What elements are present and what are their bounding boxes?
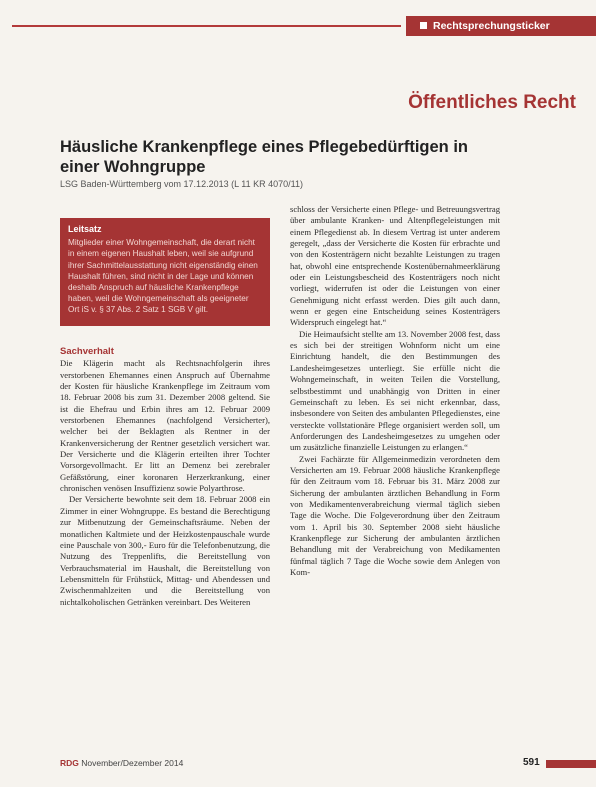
header-rule <box>12 25 401 27</box>
footer-bar <box>546 760 596 768</box>
issue-date: November/Dezember 2014 <box>81 758 184 768</box>
leitsatz-heading: Leitsatz <box>68 224 102 234</box>
left-column <box>60 346 270 608</box>
article-citation: LSG Baden-Württemberg vom 17.12.2013 (L 11 KR 4070/11) <box>60 179 303 189</box>
section-ticker-tag <box>406 16 596 36</box>
paragraph: Der Versicherte bewohnte seit dem 18. Februar 2008 ein Zimmer in einer Wohngruppe. Es bestand die Berechtigung zur Mitbenutzung der Gemeinschaftsräume. Neben der monatlichen Kaltmiete und der Heizkostenpauschale wurde eine Pauschale von 300,- Euro für die Telefonbenutzung, die Nutzung des Treppenlifts, die Bereitstellung von Verbrauchsmaterial im Haushalt, die Bereitstellung von Lebensmitteln für Frühstück, Mittag- und Abendessen und Zwischenmahlzeiten und die Bereitstellung von nichtalkoholischen Getränken vereinbart. Des Weiteren <box>60 494 270 607</box>
leitsatz-box <box>60 218 270 326</box>
page-number: 591 <box>523 757 540 768</box>
section-title: Öffentliches Recht <box>408 92 576 113</box>
page-footer <box>60 757 596 771</box>
paragraph: schloss der Versicherte einen Pflege- und Betreuungsvertrag über ambulante Kranken- und Altenpflegeleistungen mit einem Pflegedienst ab. In diesem Vertrag ist unter anderem geregelt, „dass der Versicherte die Kosten für erbrachte und von den Kostenträgern nicht bezahlte Leistungen zu tragen hat, obwohl eine entsprechende Kostenübernahmeerklärung oder ein Leistungsbescheid des Kostenträgers noch nicht vorliegt, widerrufen ist oder die Leistungen von einer Genehmigung nicht erfasst werden. Dies gilt auch dann, wenn er gegen eine Entscheidung seines Kostenträgers Widerspruch eingelegt hat.“ <box>290 204 500 328</box>
ticker-label: Rechtsprechungsticker <box>433 20 550 32</box>
paragraph: Zwei Fachärzte für Allgemeinmedizin verordneten dem Versicherten am 19. Februar 2008 häusliche Krankenpflege für den Zeitraum vom 18. Februar bis 31. März 2008 zur Sicherung der ambulanten ärztlichen Behandlung in Form von Medikamentenverabreichung viermal täglich sieben Tage die Woche. Die Folgeverordnung über den Zeitraum vom 1. April bis 30. September 2008 sieht häusliche Krankenpflege zur Sicherung der ambulanten ärztlichen Behandlung mit der Verabreichung von Medikamenten fünfmal täglich 7 Tage die Woche sowie dem Anlegen von Kom- <box>290 453 500 577</box>
sachverhalt-heading: Sachverhalt <box>60 346 114 357</box>
paragraph: Die Klägerin macht als Rechtsnachfolgerin ihres verstorbenen Ehemannes einen Anspruch auf Übernahme der Kosten für häusliche Krankenpflege im Zeitraum vom 18. Februar 2008 bis zum 31. Dezember 2008 geltend. Sie ist die Ehefrau und Erbin ihres am 12. Februar 2009 verstorbenen Ehemannes (nachfolgend Versicherter), welcher bei der Beklagten als Rentner in der Krankenversicherung der Rentner gesetzlich versichert war. Der Versicherte und die Klägerin erteilten ihrer Tochter Vorsorgevollmacht. Er litt an Demenz bei zerebraler Gefäßstörung, einer koronaren Herzerkrankung, einer chronischen venösen Insuffizienz sowie Polyarthrose. <box>60 358 270 494</box>
leitsatz-text: Mitglieder einer Wohngemeinschaft, die derart nicht in einem eigenen Haushalt leben, weil sie aufgrund ihrer Sachmittelausstattung nicht eigenständig einen Haushalt führen, sind nicht in der Lage und können deshalb Anspruch auf häusliche Krankenpflege haben, weil die Wohngemeinschaft als geeigneter Ort iS v. § 37 Abs. 2 Satz 1 SGB V gilt. <box>68 238 258 315</box>
top-bar <box>0 16 596 36</box>
paragraph: Die Heimaufsicht stellte am 13. November 2008 fest, dass es sich bei der streitigen Wohnform nicht um eine Einrichtung handelt, die den Bestimmungen des Landesheimgesetzes unterliegt. Sie erfülle nicht die Wohngemeinschaft, in weiten Teilen die Vorstellung, selbstbestimmt und unabhängig von Dritten in einer Gemeinschaft zu leben. Es sei nicht erkennbar, dass, insbesondere von Seiten des ambulanten Pflegedienstes, eine versteckte vollstationäre Pflege organisiert werden soll, um Anforderungen des Landesheimgesetzes zu umgehen oder um zusätzliche finanzielle Leistungen zu erlangen.“ <box>290 328 500 453</box>
journal-abbrev: RDG <box>60 758 79 768</box>
square-icon <box>420 22 427 29</box>
issue-info <box>60 758 183 768</box>
right-column <box>290 204 500 578</box>
article-title: Häusliche Krankenpflege eines Pflegebedürftigen in einer Wohngruppe <box>60 138 469 176</box>
